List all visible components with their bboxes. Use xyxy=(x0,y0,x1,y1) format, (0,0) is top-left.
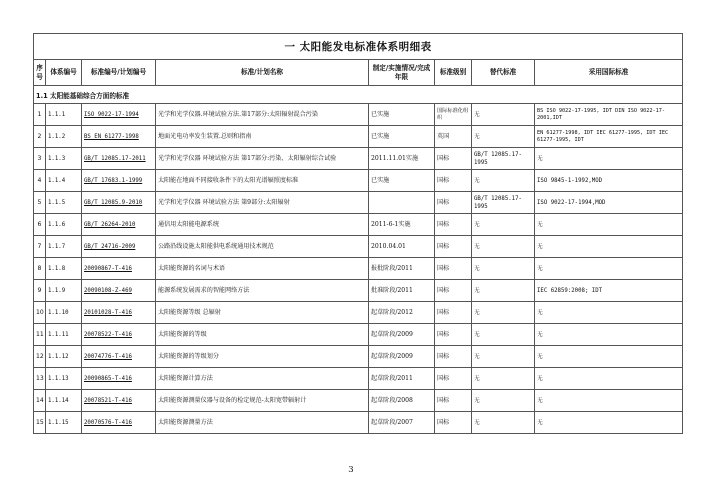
cell-status: 2010.04.01 xyxy=(369,236,435,258)
cell-status: 报批阶段/2011 xyxy=(369,258,435,280)
cell-seq: 4 xyxy=(34,170,46,192)
cell-status: 起草阶段/2009 xyxy=(369,346,435,368)
cell-status: 起草阶段/2011 xyxy=(369,368,435,390)
table-row xyxy=(34,214,683,236)
cell-system-no: 1.1.5 xyxy=(46,192,82,214)
cell-level: 国标 xyxy=(435,390,472,412)
cell-system-no: 1.1.2 xyxy=(46,126,82,148)
cell-replaced: 无 xyxy=(472,324,535,346)
header-std-no: 标准编号/计划编号 xyxy=(82,60,156,86)
cell-name: 太阳能资源计算方法 xyxy=(156,368,369,390)
table-row xyxy=(34,324,683,346)
cell-status: 起草阶段/2009 xyxy=(369,324,435,346)
cell-replaced: 无 xyxy=(472,346,535,368)
cell-system-no: 1.1.13 xyxy=(46,368,82,390)
cell-std-no: GB/T 17683.1-1999 xyxy=(82,170,156,192)
cell-name: 太阳能资源的等级 xyxy=(156,324,369,346)
standards-table xyxy=(33,33,683,434)
cell-intl: 无 xyxy=(535,148,683,170)
cell-replaced: GB/T 12085.17-1995 xyxy=(472,148,535,170)
cell-seq: 2 xyxy=(34,126,46,148)
cell-name: 太阳能资源的名词与术语 xyxy=(156,258,369,280)
cell-status: 起草阶段/2008 xyxy=(369,390,435,412)
cell-intl: 无 xyxy=(535,390,683,412)
cell-status: 2011-6-1实施 xyxy=(369,214,435,236)
cell-name: 太阳能资源测量仪器与设备的检定规范-太阳宽带辐射计 xyxy=(156,390,369,412)
cell-system-no: 1.1.8 xyxy=(46,258,82,280)
cell-level: 国标 xyxy=(435,324,472,346)
cell-replaced: 无 xyxy=(472,258,535,280)
cell-seq: 14 xyxy=(34,390,46,412)
cell-status: 起草阶段/2007 xyxy=(369,412,435,434)
cell-intl: 无 xyxy=(535,302,683,324)
table-row xyxy=(34,412,683,434)
cell-replaced: 无 xyxy=(472,412,535,434)
cell-system-no: 1.1.1 xyxy=(46,104,82,126)
table-row xyxy=(34,236,683,258)
cell-name: 公路沿线设施太阳能供电系统通用技术规范 xyxy=(156,236,369,258)
cell-std-no: 20078522-T-416 xyxy=(82,324,156,346)
cell-name: 太阳能资源等级 总辐射 xyxy=(156,302,369,324)
header-status: 制定/实施情况/完成年限 xyxy=(369,60,435,86)
cell-seq: 1 xyxy=(34,104,46,126)
table-row xyxy=(34,302,683,324)
cell-replaced: 无 xyxy=(472,368,535,390)
cell-seq: 12 xyxy=(34,346,46,368)
cell-status xyxy=(369,192,435,214)
table-row xyxy=(34,368,683,390)
cell-std-no: 20101028-T-416 xyxy=(82,302,156,324)
cell-name: 光学和光学仪器 环境试验方法 第17部分:污染、太阳辐射综合试验 xyxy=(156,148,369,170)
cell-name: 通信用太阳能电源系统 xyxy=(156,214,369,236)
header-intl: 采用国际标准 xyxy=(535,60,683,86)
cell-std-no: 20078521-T-416 xyxy=(82,390,156,412)
cell-system-no: 1.1.11 xyxy=(46,324,82,346)
table-row xyxy=(34,192,683,214)
page-number: 3 xyxy=(348,465,354,475)
cell-intl: 无 xyxy=(535,412,683,434)
cell-name: 光学和光学仪器.环境试验方法.第17部分:太阳辐射混合污染 xyxy=(156,104,369,126)
cell-status: 已实施 xyxy=(369,104,435,126)
cell-name: 光学和光学仪器 环境试验方法 第9部分:太阳辐射 xyxy=(156,192,369,214)
cell-std-no: 20090867-T-416 xyxy=(82,258,156,280)
cell-replaced: 无 xyxy=(472,214,535,236)
cell-replaced: 无 xyxy=(472,280,535,302)
cell-system-no: 1.1.7 xyxy=(46,236,82,258)
header-level: 标准级别 xyxy=(435,60,472,86)
cell-level: 国标 xyxy=(435,192,472,214)
cell-level: 国际标准化组织 xyxy=(435,104,472,126)
cell-std-no: 20070576-T-416 xyxy=(82,412,156,434)
cell-replaced: 无 xyxy=(472,390,535,412)
cell-replaced: 无 xyxy=(472,302,535,324)
cell-replaced: GB/T 12085.17-1995 xyxy=(472,192,535,214)
cell-intl: 无 xyxy=(535,324,683,346)
cell-replaced: 无 xyxy=(472,104,535,126)
cell-system-no: 1.1.15 xyxy=(46,412,82,434)
header-seq: 序号 xyxy=(34,60,46,86)
cell-status: 2011.11.01实施 xyxy=(369,148,435,170)
standards-sheet xyxy=(33,33,682,434)
cell-intl: 无 xyxy=(535,214,683,236)
cell-name: 太阳能在地面不同接收条件下的太阳光谱辐照度标准 xyxy=(156,170,369,192)
cell-std-no: ISO 9022-17-1994 xyxy=(82,104,156,126)
cell-replaced: 无 xyxy=(472,126,535,148)
cell-seq: 13 xyxy=(34,368,46,390)
cell-intl: 无 xyxy=(535,236,683,258)
cell-level: 英国 xyxy=(435,126,472,148)
cell-system-no: 1.1.10 xyxy=(46,302,82,324)
cell-seq: 11 xyxy=(34,324,46,346)
table-row xyxy=(34,280,683,302)
cell-std-no: GB/T 12085.9-2010 xyxy=(82,192,156,214)
cell-name: 地面光电功率发生装置.总则和指南 xyxy=(156,126,369,148)
section-heading: 1.1 太阳能基础综合方面的标准 xyxy=(34,86,683,104)
cell-replaced: 无 xyxy=(472,170,535,192)
cell-seq: 10 xyxy=(34,302,46,324)
cell-level: 国标 xyxy=(435,280,472,302)
cell-std-no: GB/T 26264-2010 xyxy=(82,214,156,236)
cell-std-no: 20090865-T-416 xyxy=(82,368,156,390)
cell-seq: 7 xyxy=(34,236,46,258)
cell-status: 批准阶段/2011 xyxy=(369,280,435,302)
cell-std-no: GB/T 24716-2009 xyxy=(82,236,156,258)
table-row xyxy=(34,104,683,126)
cell-level: 国标 xyxy=(435,214,472,236)
table-row xyxy=(34,126,683,148)
cell-status: 已实施 xyxy=(369,170,435,192)
cell-name: 太阳能资源的等级划分 xyxy=(156,346,369,368)
table-row xyxy=(34,148,683,170)
cell-intl: BS ISO 9022-17-1995, IDT DIN ISO 9022-17-2001,IDT xyxy=(535,104,683,126)
cell-level: 国标 xyxy=(435,170,472,192)
cell-level: 国标 xyxy=(435,346,472,368)
cell-status: 起草阶段/2012 xyxy=(369,302,435,324)
cell-intl: EN 61277-1998, IDT IEC 61277-1995, IDT IEC 61277-1995, IDT xyxy=(535,126,683,148)
cell-seq: 5 xyxy=(34,192,46,214)
cell-std-no: GB/T 12085.17-2011 xyxy=(82,148,156,170)
cell-level: 国标 xyxy=(435,302,472,324)
cell-seq: 8 xyxy=(34,258,46,280)
cell-seq: 3 xyxy=(34,148,46,170)
cell-intl: 无 xyxy=(535,368,683,390)
cell-intl: ISO 9845-1-1992,MOD xyxy=(535,170,683,192)
cell-replaced: 无 xyxy=(472,236,535,258)
cell-system-no: 1.1.12 xyxy=(46,346,82,368)
cell-intl: ISO 9022-17-1994,MOD xyxy=(535,192,683,214)
cell-std-no: 20090108-Z-469 xyxy=(82,280,156,302)
cell-intl: 无 xyxy=(535,258,683,280)
table-row xyxy=(34,346,683,368)
cell-level: 国标 xyxy=(435,412,472,434)
cell-name: 太阳能资源测量方法 xyxy=(156,412,369,434)
cell-seq: 9 xyxy=(34,280,46,302)
cell-system-no: 1.1.4 xyxy=(46,170,82,192)
cell-level: 国标 xyxy=(435,258,472,280)
cell-intl: IEC 62859:2008; IDT xyxy=(535,280,683,302)
cell-name: 能源系统发展需求的智能网络方法 xyxy=(156,280,369,302)
cell-system-no: 1.1.9 xyxy=(46,280,82,302)
table-title: 一 太阳能发电标准体系明细表 xyxy=(34,34,683,60)
cell-level: 国标 xyxy=(435,148,472,170)
cell-seq: 15 xyxy=(34,412,46,434)
cell-std-no: 20074776-T-416 xyxy=(82,346,156,368)
header-system-no: 体系编号 xyxy=(46,60,82,86)
cell-system-no: 1.1.3 xyxy=(46,148,82,170)
cell-level: 国标 xyxy=(435,236,472,258)
cell-seq: 6 xyxy=(34,214,46,236)
cell-intl: 无 xyxy=(535,346,683,368)
table-row xyxy=(34,258,683,280)
cell-std-no: BS EN 61277-1998 xyxy=(82,126,156,148)
cell-system-no: 1.1.14 xyxy=(46,390,82,412)
cell-system-no: 1.1.6 xyxy=(46,214,82,236)
header-replaced: 替代标准 xyxy=(472,60,535,86)
table-row xyxy=(34,170,683,192)
cell-level: 国标 xyxy=(435,368,472,390)
table-row xyxy=(34,390,683,412)
header-name: 标准/计划名称 xyxy=(156,60,369,86)
cell-status: 已实施 xyxy=(369,126,435,148)
